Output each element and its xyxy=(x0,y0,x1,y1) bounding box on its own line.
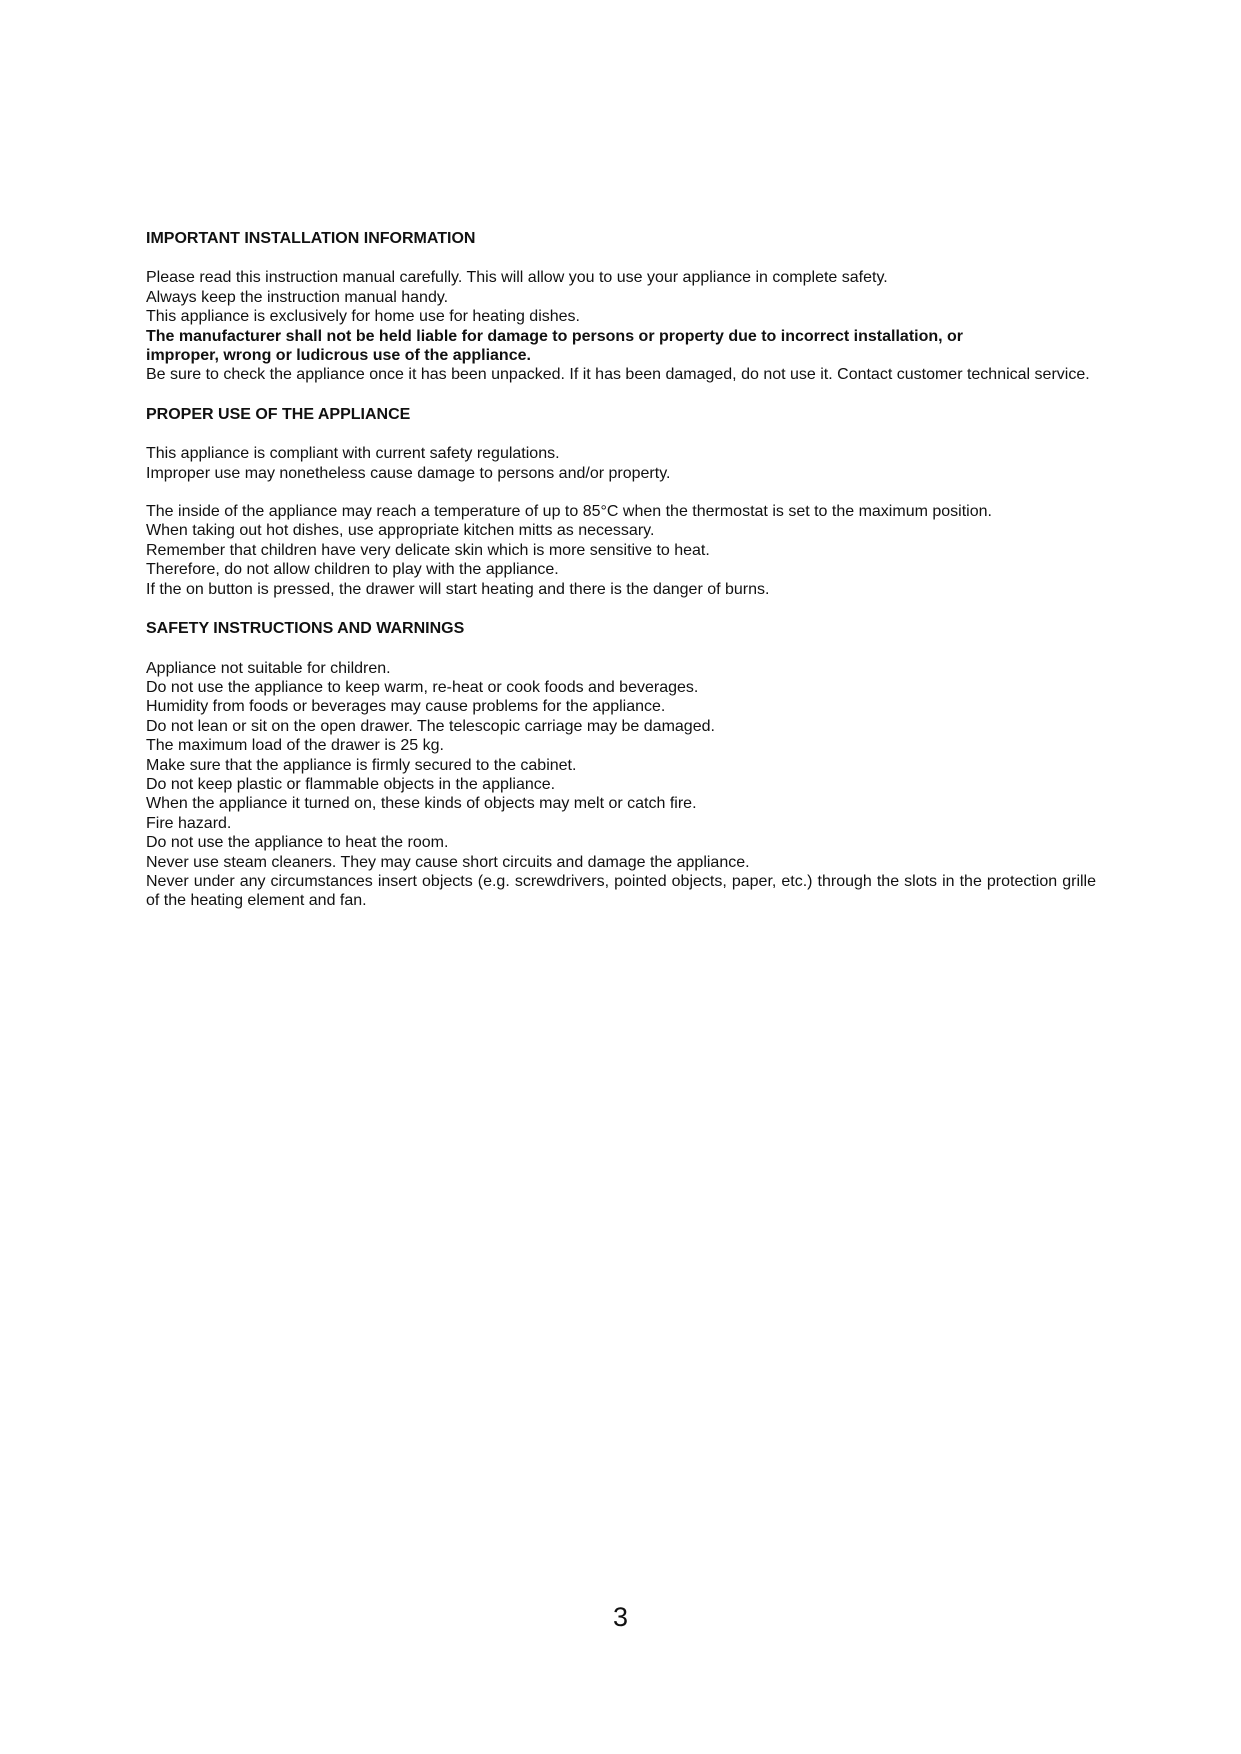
text-line: Humidity from foods or beverages may cause problems for the appliance. xyxy=(146,698,666,716)
text-line: Remember that children have very delicate skin which is more sensitive to heat. xyxy=(146,541,710,559)
text-line: If the on button is pressed, the drawer will start heating and there is the danger of burns. xyxy=(146,580,770,598)
text-line: Do not keep plastic or flammable objects in the appliance. xyxy=(146,775,556,793)
text-line: Improper use may nonetheless cause damage to persons and/or property. xyxy=(146,464,671,482)
text-line: When taking out hot dishes, use appropriate kitchen mitts as necessary. xyxy=(146,522,655,540)
text-line: Do not use the appliance to heat the room. xyxy=(146,834,449,852)
liability-warning-line: The manufacturer shall not be held liable for damage to persons or property due to incorrect installation, or xyxy=(146,327,964,345)
text-line: Therefore, do not allow children to play with the appliance. xyxy=(146,561,559,579)
section-heading: IMPORTANT INSTALLATION INFORMATION xyxy=(146,230,476,247)
text-line: Do not lean or sit on the open drawer. The telescopic carriage may be damaged. xyxy=(146,717,715,735)
page-number: 3 xyxy=(612,1602,629,1632)
text-line: Be sure to check the appliance once it has been unpacked. If it has been damaged, do not use it. Contact customer technical service. xyxy=(146,366,1090,384)
text-line: This appliance is exclusively for home use for heating dishes. xyxy=(146,308,580,326)
text-line: The inside of the appliance may reach a temperature of up to 85°C when the thermostat is set to the maximum position. xyxy=(146,503,992,521)
text-line: Always keep the instruction manual handy. xyxy=(146,288,449,306)
text-line: The maximum load of the drawer is 25 kg. xyxy=(146,737,444,755)
liability-warning-line: improper, wrong or ludicrous use of the appliance. xyxy=(146,347,531,365)
text-line: Never under any circumstances insert objects (e.g. screwdrivers, pointed objects, paper, etc.) through the slots in the protection grille of the heating element and fan. xyxy=(146,872,1096,910)
section-safety xyxy=(146,619,1096,911)
text-line: Never use steam cleaners. They may cause short circuits and damage the appliance. xyxy=(146,853,750,871)
text-line: Do not use the appliance to keep warm, re-heat or cook foods and beverages. xyxy=(146,678,699,696)
paragraph xyxy=(146,444,1096,483)
paragraph xyxy=(146,659,1096,911)
section-proper-use xyxy=(146,405,1096,599)
document-body xyxy=(146,229,1096,911)
text-line: When the appliance it turned on, these kinds of objects may melt or catch fire. xyxy=(146,795,697,813)
text-line: Make sure that the appliance is firmly secured to the cabinet. xyxy=(146,756,577,774)
section-heading: SAFETY INSTRUCTIONS AND WARNINGS xyxy=(146,620,465,638)
paragraph xyxy=(146,502,1096,599)
section-installation xyxy=(146,229,1096,385)
text-line: Please read this instruction manual carefully. This will allow you to use your appliance in complete safety. xyxy=(146,269,888,287)
text-line: This appliance is compliant with current safety regulations. xyxy=(146,445,560,463)
text-line: Fire hazard. xyxy=(146,814,232,832)
section-heading: PROPER USE OF THE APPLIANCE xyxy=(146,405,411,423)
paragraph xyxy=(146,268,1096,384)
text-line: Appliance not suitable for children. xyxy=(146,659,391,677)
